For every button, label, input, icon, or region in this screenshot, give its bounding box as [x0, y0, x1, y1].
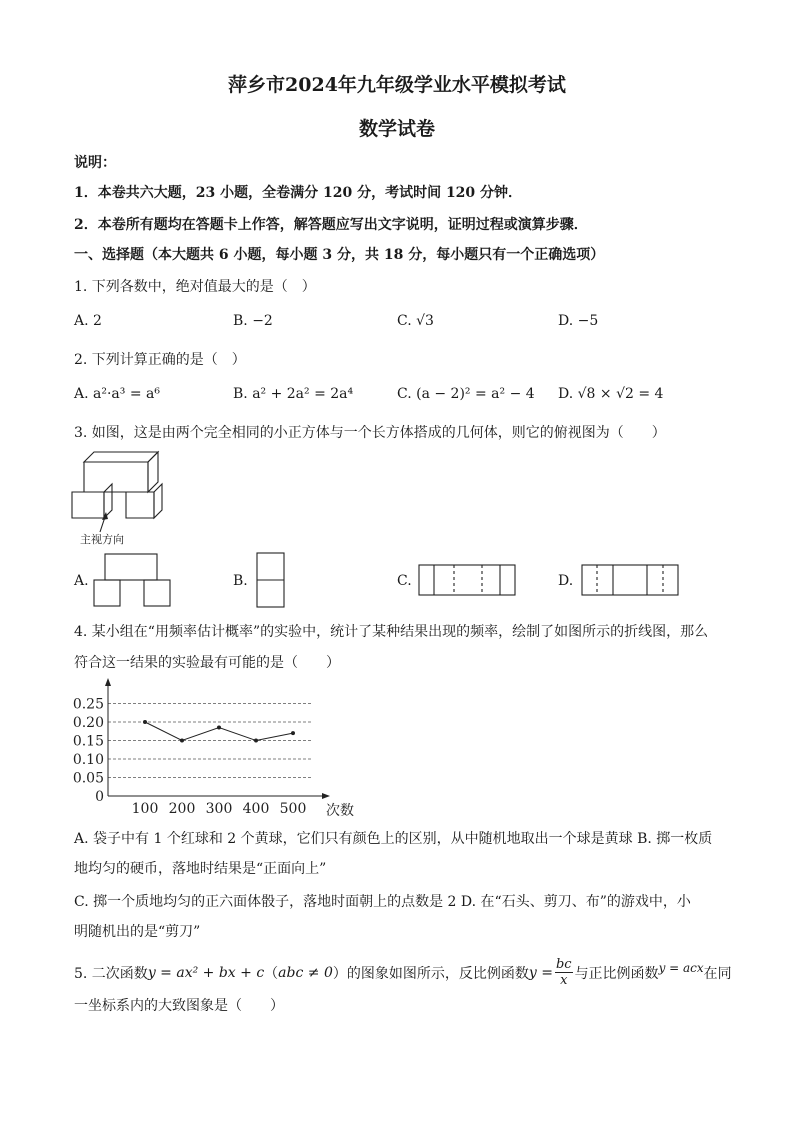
- q5-quadratic-formula: y = ax² + bx + c: [147, 964, 265, 981]
- q5-condition: abc ≠ 0: [278, 964, 333, 981]
- q5-text-1: 5. 二次函数: [74, 965, 148, 982]
- q4-option-line2: 地均匀的硬币，落地时结果是“正面向上”: [74, 861, 327, 877]
- q2-option-d: D. √8 × √2 = 4: [558, 386, 664, 402]
- q3-option-d-label: D.: [558, 573, 574, 589]
- data-point-1: [180, 739, 184, 743]
- q5-stem-line1: [74, 957, 732, 988]
- x-tick-label-3: 400: [242, 801, 270, 817]
- q3-option-a-figure: [93, 553, 173, 609]
- notes-label: 说明：: [74, 155, 116, 171]
- x-axis-arrow-icon: [322, 793, 330, 799]
- q5-text-4: 与正比例函数: [574, 965, 659, 982]
- q3-option-b-figure: [256, 552, 286, 610]
- right-cube-side: [154, 484, 162, 518]
- q2-stem: 2. 下列计算正确的是（ ）: [74, 352, 246, 368]
- q3-option-c-label: C.: [397, 573, 412, 589]
- y-axis-arrow-icon: [105, 678, 111, 686]
- q4-stem-line1: 4. 某小组在“用频率估计概率”的实验中，统计了某种结果出现的频率，绘制了如图所示的折线图，那么: [74, 624, 709, 640]
- y-tick-label-2: 0.10: [72, 752, 104, 768]
- q5-text-2: （: [264, 965, 279, 982]
- q2-option-c: C. (a − 2)² = a² − 4: [397, 386, 535, 402]
- x-tick-label-4: 500: [279, 801, 307, 817]
- q5-text-3: ）的图象如图所示，反比例函数: [332, 965, 529, 982]
- y-tick-label-3: 0.15: [72, 733, 104, 750]
- left-cube-front: [72, 492, 104, 518]
- q4-option-line4: 明随机出的是“剪刀”: [74, 924, 201, 940]
- y-tick-label-0: 0: [95, 789, 104, 805]
- exam-subtitle: 数学试卷: [358, 118, 435, 140]
- x-tick-label-2: 300: [205, 801, 233, 817]
- q1-option-d: D. −5: [558, 313, 599, 329]
- x-axis-label: 次数: [326, 803, 354, 819]
- q4-stem-line2: 符合这一结果的实验最有可能的是（ ）: [74, 655, 340, 671]
- data-point-2: [217, 726, 221, 730]
- data-point-4: [291, 731, 295, 735]
- q3-stem: 3. 如图，这是由两个完全相同的小正方体与一个长方体搭成的几何体，则它的俯视图为（ ）: [74, 425, 666, 441]
- q3-view-label: 主视方向: [80, 533, 124, 546]
- q5-fraction: [555, 957, 573, 988]
- data-point-0: [143, 720, 147, 724]
- q5-fraction-denominator: x: [560, 973, 568, 988]
- q4-option-line3: C. 掷一个质地均匀的正六面体骰子，落地时面朝上的点数是 2 D. 在“石头、剪刀、布”的游戏中，小: [74, 894, 691, 910]
- q3-option-a-label: A.: [74, 573, 89, 589]
- x-tick-label-1: 200: [168, 801, 196, 817]
- cuboid-front: [84, 462, 148, 492]
- q3-option-d-figure: [581, 564, 681, 598]
- q5-linear-formula: y = acx: [658, 960, 704, 975]
- data-point-3: [254, 739, 258, 743]
- arrow-head-icon: [102, 512, 108, 520]
- left-cube-side: [104, 484, 112, 518]
- cuboid-side: [148, 452, 158, 492]
- y-tick-label-4: 0.20: [72, 715, 104, 731]
- q4-option-line1: A. 袋子中有 1 个红球和 2 个黄球，它们只有颜色上的区别，从中随机地取出一个球是黄球 B. 掷一枚质: [74, 831, 713, 847]
- frequency-line-chart: [66, 676, 366, 821]
- q3-option-c-figure: [418, 564, 518, 598]
- q2-option-b: B. a² + 2a² = 2a⁴: [233, 386, 354, 402]
- exam-title: 萍乡市2024年九年级学业水平模拟考试: [228, 74, 566, 96]
- right-cube-front: [126, 492, 154, 518]
- note-1: 1．本卷共六大题，23 小题，全卷满分 120 分，考试时间 120 分钟．: [74, 185, 523, 201]
- x-tick-label-0: 100: [131, 801, 159, 817]
- q5-stem-line2: 一坐标系内的大致图象是（ ）: [74, 998, 284, 1014]
- q1-option-c: C. √3: [397, 313, 434, 329]
- q1-option-b: B. −2: [233, 313, 273, 329]
- q1-option-a: A. 2: [74, 313, 102, 329]
- q5-text-5: 在同: [703, 965, 732, 982]
- q5-inverse-lhs: y =: [528, 964, 553, 981]
- q1-stem: 1. 下列各数中，绝对值最大的是（ ）: [74, 279, 316, 295]
- cuboid-top: [84, 452, 158, 462]
- q3-option-b-label: B.: [233, 573, 248, 589]
- note-2: 2．本卷所有题均在答题卡上作答，解答题应写出文字说明，证明过程或演算步骤．: [74, 217, 588, 233]
- q2-option-a: A. a²·a³ = a⁶: [74, 386, 160, 402]
- q5-fraction-numerator: bc: [555, 957, 572, 972]
- y-tick-label-1: 0.05: [72, 770, 104, 787]
- y-tick-label-5: 0.25: [72, 696, 104, 713]
- frequency-series-line: [145, 722, 293, 741]
- section-heading: 一、选择题（本大题共 6 小题，每小题 3 分，共 18 分，每小题只有一个正确选项）: [74, 247, 605, 263]
